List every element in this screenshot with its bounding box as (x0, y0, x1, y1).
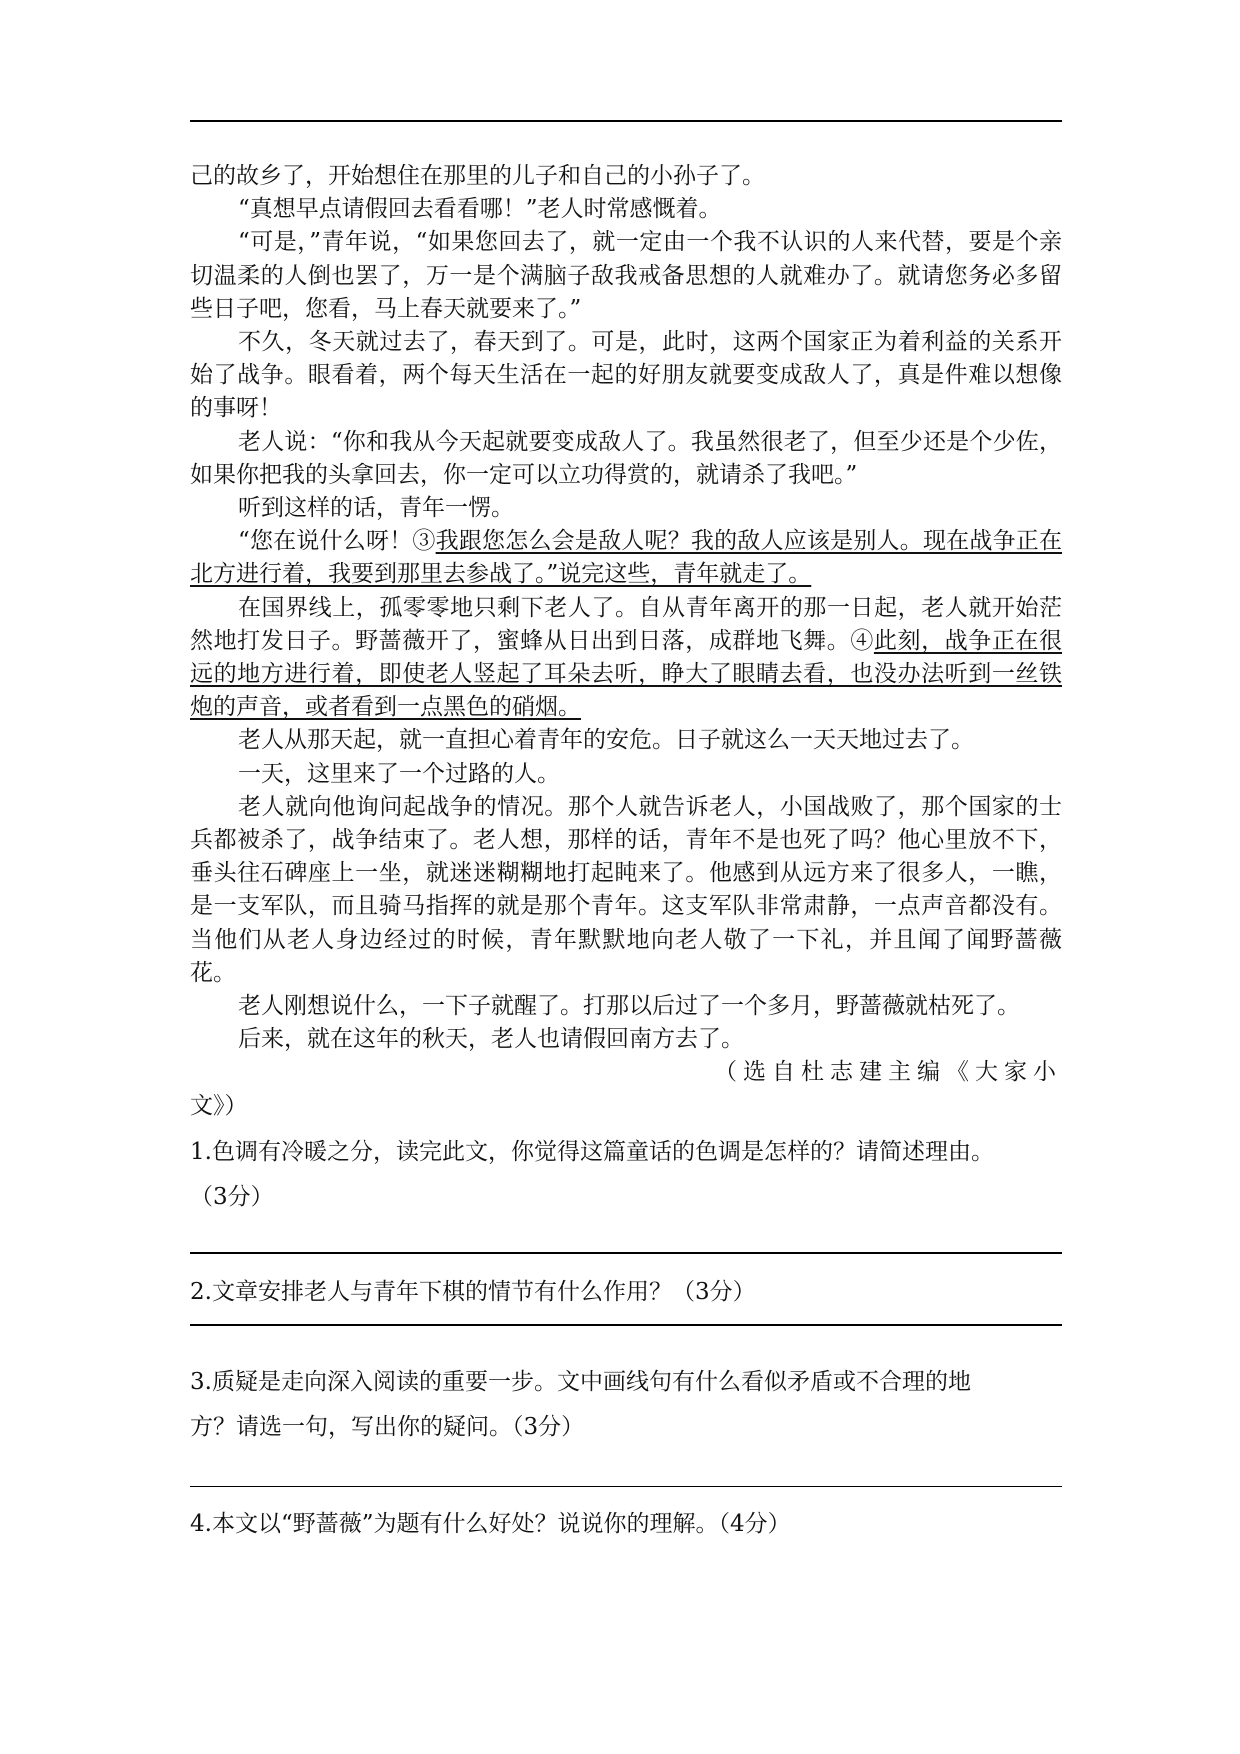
question-1-score: （3分） (190, 1184, 274, 1210)
paragraph: 老人说：“你和我从今天起就要变成敌人了。我虽然很老了，但至少还是个少佐，如果你把我的头拿回去，你一定可以立功得赏的，就请杀了我吧。” (190, 428, 1062, 488)
paragraph: 己的故乡了，开始想住在那里的儿子和自己的小孙子了。 (190, 163, 765, 189)
answer-line-1[interactable] (190, 1252, 1062, 1254)
paragraph (190, 592, 1062, 725)
question-2: 2.文章安排老人与青年下棋的情节有什么作用？（3分） (190, 1279, 756, 1305)
paragraph (190, 525, 1062, 591)
underlined-sentence-3: 我跟您怎么会是敌人呢？我的敌人应该是别人。现在战争正在北方进行着，我要到那里去参战了。”说完这些，青年就走了。 (190, 528, 1062, 588)
answer-line-2[interactable] (190, 1324, 1062, 1326)
answer-line-3[interactable] (190, 1486, 1062, 1487)
question-1 (190, 1136, 1062, 1214)
paragraph: 后来，就在这年的秋天，老人也请假回南方去了。 (238, 1026, 744, 1053)
question-1-text: 1.色调有冷暖之分，读完此文，你觉得这篇童话的色调是怎样的？请简述理由。 (190, 1139, 994, 1165)
paragraph: “真想早点请假回去看看哪！”老人时常感慨着。 (238, 196, 722, 223)
paragraph: 听到这样的话，青年一愣。 (238, 495, 514, 522)
header-rule (190, 120, 1062, 122)
source-citation: （选自杜志建主编《大家小 (714, 1059, 1062, 1086)
question-3-text-cont: 方？请选一句，写出你的疑问。（3分） (190, 1414, 585, 1440)
question-3 (190, 1366, 1062, 1444)
paragraph: 一天，这里来了一个过路的人。 (238, 760, 560, 787)
underlined-sentence-4: 此刻，战争正在很远的地方进行着，即使老人竖起了耳朵去听，睁大了眼睛去看，也没办法听到一丝铁炮的声音，或者看到一点黑色的硝烟。 (190, 627, 1063, 721)
paragraph: 老人就向他询问起战争的情况。那个人就告诉老人，小国战败了，那个国家的士兵都被杀了，战争结束了。老人想，那样的话，青年不是也死了吗？他心里放不下，垂头往石碑座上一坐，就迷迷糊糊地打起盹来了。他感到从远方来了很多人，一瞧，是一支军队，而且骑马指挥的就是那个青年。这支军队非常肃静，一点声音都没有。当他们从老人身边经过的时候，青年默默地向老人敬了一下礼，并且闻了闻野蔷薇花。 (190, 793, 1062, 986)
paragraph: 不久，冬天就过去了，春天到了。可是，此时，这两个国家正为着利益的关系开始了战争。眼看着，两个每天生活在一起的好朋友就要变成敌人了，真是件难以想像的事呀！ (190, 329, 1062, 422)
paragraph: “可是，”青年说，“如果您回去了，就一定由一个我不认识的人来代替，要是个亲切温柔的人倒也罢了，万一是个满脑子敌我戒备思想的人就难办了。就请您务必多留些日子吧，您看，马上春天就要来了。” (190, 229, 1062, 322)
paragraph: 老人从那天起，就一直担心着青年的安危。日子就这么一天天地过去了。 (238, 727, 974, 754)
source-citation-end: 文》） (190, 1092, 248, 1119)
reading-passage (190, 160, 1062, 1123)
paragraph: 老人刚想说什么，一下子就醒了。打那以后过了一个多月，野蔷薇就枯死了。 (238, 993, 1020, 1020)
question-4: 4.本文以“野蔷薇”为题有什么好处？说说你的理解。（4分） (190, 1511, 791, 1537)
paragraph-text: “您在说什么呀！③ (238, 528, 436, 555)
paragraph-text: 在国界线上，孤零零地只剩下老人了。自从青年离开的那一日起，老人就开始茫然地打发日子。野蔷薇开了，蜜蜂从日出到日落，成群地飞舞。④ (190, 594, 1062, 654)
question-3-text: 3.质疑是走向深入阅读的重要一步。文中画线句有什么看似矛盾或不合理的地 (190, 1369, 971, 1395)
